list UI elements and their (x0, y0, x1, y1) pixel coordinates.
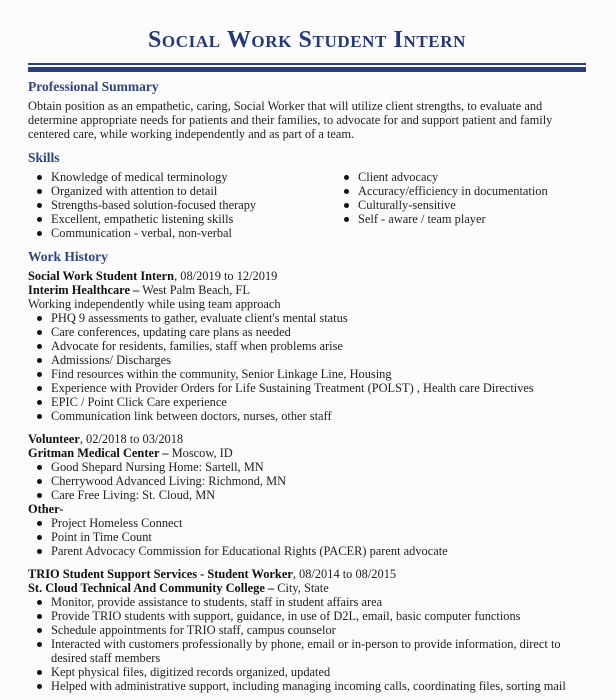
job-dates: , 02/2018 to 03/2018 (79, 432, 184, 446)
job-bullets (28, 460, 586, 502)
list-item: Communication link between doctors, nurses, other staff (51, 409, 586, 423)
other-heading: Other- (28, 502, 64, 516)
list-item: EPIC / Point Click Care experience (51, 395, 586, 409)
job-location: City, State (274, 581, 329, 595)
skills-list-right (335, 170, 548, 240)
list-item: Point in Time Count (51, 530, 586, 544)
job-bullets (28, 595, 586, 693)
list-item: Care conferences, updating care plans as needed (51, 325, 586, 339)
list-item: Cherrywood Advanced Living: Richmond, MN (51, 474, 586, 488)
skills-list-left (28, 170, 335, 240)
list-item: Advocate for residents, families, staff when problems arise (51, 339, 586, 353)
resume-title: Social Work Student Intern (147, 27, 466, 53)
list-item: Parent Advocacy Commission for Educational Rights (PACER) parent advocate (51, 544, 586, 558)
list-item: Experience with Provider Orders for Life Sustaining Treatment (POLST) , Health care Directives (51, 381, 586, 395)
list-item: Strengths-based solution-focused therapy (51, 198, 335, 212)
list-item: Care Free Living: St. Cloud, MN (51, 488, 586, 502)
list-item: Project Homeless Connect (51, 516, 586, 530)
list-item: Helped with administrative support, including managing incoming calls, coordinating files, sorting mail (51, 679, 586, 693)
list-item: Provide TRIO students with support, guidance, in use of D2L, email, basic computer functions (51, 609, 586, 623)
job-location: Moscow, ID (168, 446, 233, 460)
list-item: Communication - verbal, non-verbal (51, 226, 335, 240)
job-company: Interim Healthcare – (28, 283, 140, 297)
job-bullets (28, 311, 586, 423)
list-item: Self - aware / team player (358, 212, 548, 226)
list-item: Monitor, provide assistance to students, staff in student affairs area (51, 595, 586, 609)
list-item: PHQ 9 assessments to gather, evaluate client's mental status (51, 311, 586, 325)
work-history-heading: Work History (28, 249, 108, 264)
job-company: Gritman Medical Center – (28, 446, 169, 460)
job-dates: , 08/2014 to 08/2015 (292, 567, 397, 581)
list-item: Kept physical files, digitized records organized, updated (51, 665, 586, 679)
job-description: Working independently while using team approach (28, 297, 281, 311)
job-entry (28, 567, 586, 693)
job-entry (28, 269, 586, 423)
list-item: Excellent, empathetic listening skills (51, 212, 335, 226)
list-item: Client advocacy (358, 170, 548, 184)
list-item: Schedule appointments for TRIO staff, campus counselor (51, 623, 586, 637)
list-item: Organized with attention to detail (51, 184, 335, 198)
list-item: Admissions/ Discharges (51, 353, 586, 367)
job-title: TRIO Student Support Services - Student Worker (28, 567, 293, 581)
skills-heading: Skills (28, 150, 60, 165)
list-item: Knowledge of medical terminology (51, 170, 335, 184)
summary-text: Obtain position as an empathetic, caring, Social Worker that will utilize client strengths, to evaluate and determine appropriate needs for patients and their families, to advocate for and support patient and family centered care, while working independently and as part of a team. (28, 99, 553, 141)
summary-section (28, 79, 586, 141)
job-dates: , 08/2019 to 12/2019 (174, 269, 278, 283)
job-location: West Palm Beach, FL (139, 283, 250, 297)
list-item: Find resources within the community, Senior Linkage Line, Housing (51, 367, 586, 381)
title-divider-thick (28, 67, 586, 72)
title-divider (28, 63, 586, 65)
job-title: Social Work Student Intern (28, 269, 175, 283)
skills-section (28, 150, 586, 240)
job-entry (28, 432, 586, 558)
list-item: Good Shepard Nursing Home: Sartell, MN (51, 460, 586, 474)
other-bullets (28, 516, 586, 558)
list-item: Culturally-sensitive (358, 198, 548, 212)
list-item: Interacted with customers professionally by phone, email or in-person to provide information, direct to desired staff members (51, 637, 586, 665)
job-company: St. Cloud Technical And Community College – (28, 581, 275, 595)
job-title: Volunteer (28, 432, 80, 446)
list-item: Accuracy/efficiency in documentation (358, 184, 548, 198)
summary-heading: Professional Summary (28, 79, 159, 94)
work-history-section (28, 249, 586, 693)
